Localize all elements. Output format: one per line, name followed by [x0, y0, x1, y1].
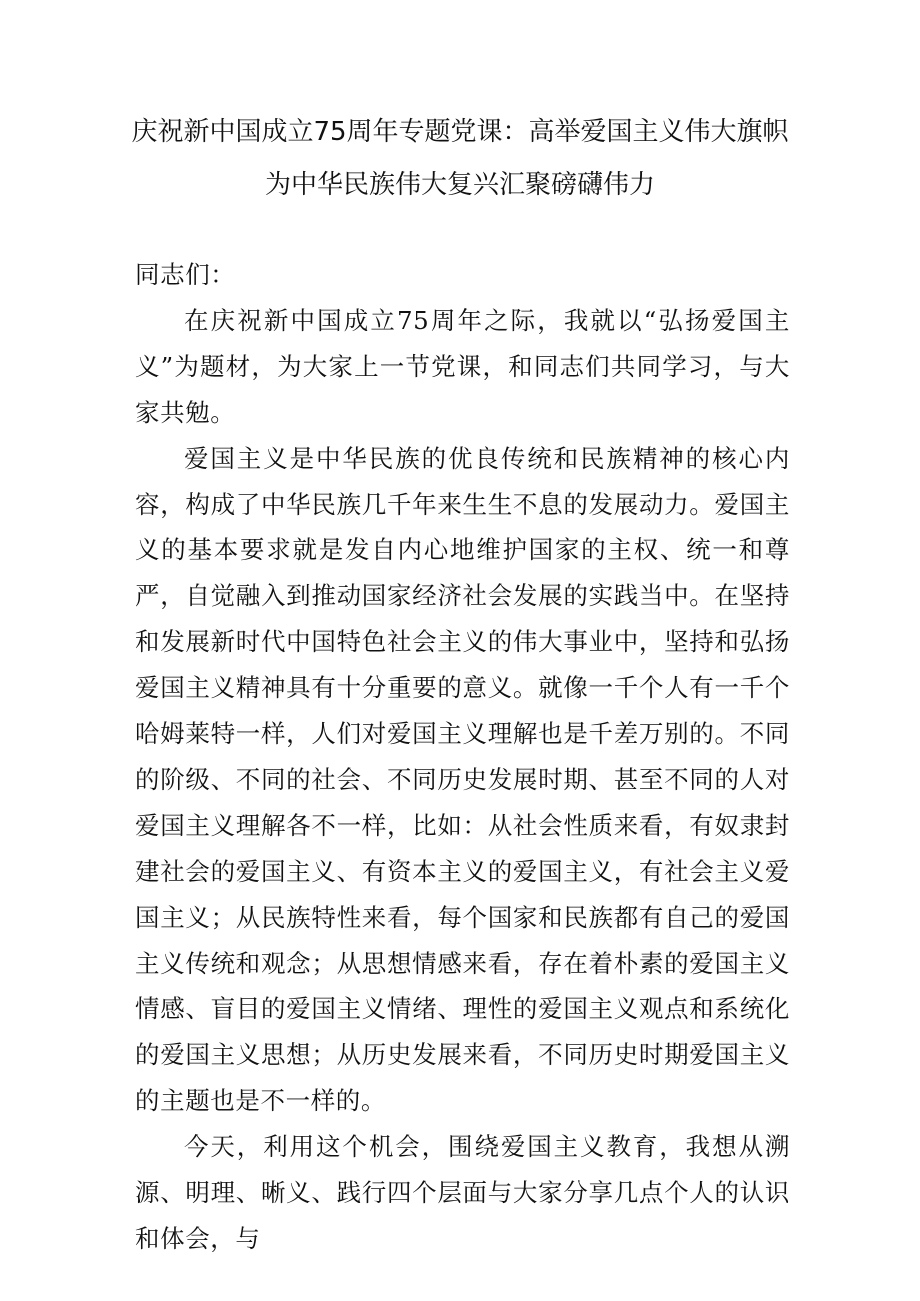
paragraph-3: 今天，利用这个机会，围绕爱国主义教育，我想从溯源、明理、晰义、践行四个层面与大家分享几点个人的认识和体会，与	[135, 1132, 790, 1254]
document-title-line-1: 庆祝新中国成立75周年专题党课：高举爱国主义伟大旗帜	[131, 117, 789, 147]
paragraph-1: 在庆祝新中国成立75周年之际，我就以“弘扬爱国主义”为题材，为大家上一节党课，和同志们共同学习，与大家共勉。	[135, 305, 790, 427]
document-body	[135, 252, 790, 1262]
paragraph-2: 爱国主义是中华民族的优良传统和民族精神的核心内容，构成了中华民族几千年来生生不息的发展动力。爱国主义的基本要求就是发自内心地维护国家的主权、统一和尊严，自觉融入到推动国家经济社会发展的实践当中。在坚持和发展新时代中国特色社会主义的伟大事业中，坚持和弘扬爱国主义精神具有十分重要的意义。就像一千个人有一千个哈姆莱特一样，人们对爱国主义理解也是千差万别的。不同的阶级、不同的社会、不同历史发展时期、甚至不同的人对爱国主义理解各不一样，比如：从社会性质来看，有奴隶封建社会的爱国主义、有资本主义的爱国主义，有社会主义爱国主义；从民族特性来看，每个国家和民族都有自己的爱国主义传统和观念；从思想情感来看，存在着朴素的爱国主义情感、盲目的爱国主义情绪、理性的爱国主义观点和系统化的爱国主义思想；从历史发展来看，不同历史时期爱国主义的主题也是不一样的。	[135, 443, 790, 1116]
document-title-line-2: 为中华民族伟大复兴汇聚磅礴伟力	[264, 170, 655, 200]
salutation: 同志们：	[135, 260, 236, 289]
